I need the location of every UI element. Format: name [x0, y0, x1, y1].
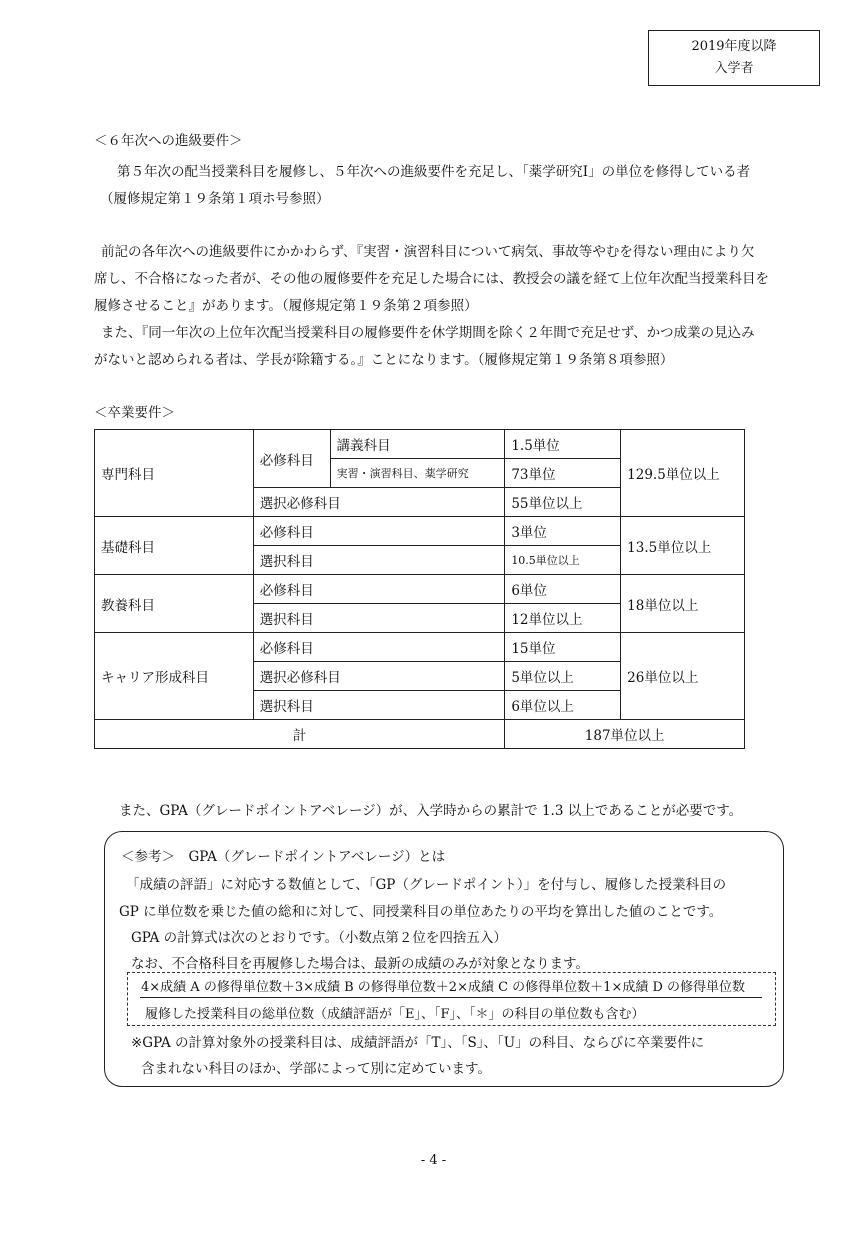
kiso-total: 13.5単位以上: [621, 517, 745, 575]
note-paragraph-1-line-1: 前記の各年次への進級要件にかかわらず、『実習・演習科目について病気、事故等やむを得ない理由により欠: [101, 244, 755, 260]
senmon-hisshu: 必修科目: [253, 430, 330, 488]
graduation-requirements-table: [94, 429, 745, 749]
kyoyo-total: 18単位以上: [621, 575, 745, 633]
career-sentaku-hisshu-units: 5単位以上: [505, 662, 621, 691]
category-career: キャリア形成科目: [95, 633, 254, 720]
page-number: - 4 -: [420, 1153, 447, 1168]
kyoyo-sentaku-units: 12単位以上: [505, 604, 621, 633]
note-paragraph-1-line-3: 履修させること』があります。（履修規定第１９条第２項参照）: [94, 298, 478, 314]
table-row: [95, 517, 745, 546]
senmon-jisshu: 実習・演習科目、薬学研究: [330, 459, 505, 488]
career-hisshu: 必修科目: [253, 633, 505, 662]
gpa-formula-numerator: 4×成績 A の修得単位数＋3×成績 B の修得単位数＋2×成績 C の修得単位数＋1×成績 D の修得単位数: [141, 980, 746, 995]
gpa-fraction-bar: [140, 997, 762, 998]
admission-year-box: [648, 30, 820, 86]
sixth-year-heading: ＜６年次への進級要件＞: [94, 133, 243, 149]
note-paragraph-2-line-2: がないと認められる者は、学長が除籍する。』ことになります。（履修規定第１９条第８項参照）: [94, 352, 674, 368]
reference-line-4: なお、不合格科目を再履修した場合は、最新の成績のみが対象となります。: [131, 956, 589, 972]
senmon-sentaku-hisshu: 選択必修科目: [253, 488, 505, 517]
reference-line-6: 含まれない科目のほか、学部によって別に定めています。: [141, 1061, 491, 1077]
category-kyoyo: 教養科目: [95, 575, 254, 633]
kyoyo-sentaku: 選択科目: [253, 604, 505, 633]
sixth-year-requirement: 第５年次の配当授業科目を履修し、５年次への進級要件を充足し、「薬学研究Ⅰ」の単位を修得している者: [117, 164, 751, 180]
career-total: 26単位以上: [621, 633, 745, 720]
kyoyo-hisshu-units: 6単位: [505, 575, 621, 604]
table-row: [95, 720, 745, 749]
category-kiso: 基礎科目: [95, 517, 254, 575]
gpa-requirement: また、GPA（グレードポイントアベレージ）が、入学時からの累計で 1.3 以上であることが必要です。: [119, 803, 743, 819]
admission-year-label: 2019年度以降: [691, 39, 777, 54]
kiso-hisshu: 必修科目: [253, 517, 505, 546]
table-row: [95, 430, 745, 459]
sixth-year-reference: （履修規定第１９条第１項ホ号参照）: [100, 191, 330, 207]
note-paragraph-1-line-2: 席し、不合格になった者が、その他の履修要件を充足した場合には、教授会の議を経て上位年次配当授業科目を: [94, 271, 769, 287]
senmon-jisshu-units: 73単位: [505, 459, 621, 488]
reference-line-5: ※GPA の計算対象外の授業科目は、成績評語が「T」、「S」、「U」の科目、ならびに卒業要件に: [131, 1035, 705, 1051]
reference-title: ＜参考＞ GPA（グレードポイントアベレージ）とは: [121, 849, 446, 865]
sum-units: 187単位以上: [505, 720, 745, 749]
category-senmon: 専門科目: [95, 430, 254, 517]
career-sentaku-units: 6単位以上: [505, 691, 621, 720]
career-sentaku-hisshu: 選択必修科目: [253, 662, 505, 691]
kiso-hisshu-units: 3単位: [505, 517, 621, 546]
senmon-total: 129.5単位以上: [621, 430, 745, 517]
gpa-formula-denominator: 履修した授業科目の総単位数（成績評語が「E」、「F」、「＊」の科目の単位数も含む）: [145, 1007, 645, 1022]
sum-label: 計: [95, 720, 505, 749]
graduation-heading: ＜卒業要件＞: [94, 405, 175, 421]
kiso-sentaku-units: 10.5単位以上: [505, 546, 621, 575]
admission-target-label: 入学者: [714, 61, 754, 76]
table-row: [95, 575, 745, 604]
senmon-kogi: 講義科目: [330, 430, 505, 459]
senmon-sentaku-hisshu-units: 55単位以上: [505, 488, 621, 517]
senmon-kogi-units: 1.5単位: [505, 430, 621, 459]
note-paragraph-2-line-1: また、『同一年次の上位年次配当授業科目の履修要件を休学期間を除く２年間で充足せず、かつ成業の見込み: [101, 325, 755, 341]
reference-line-3: GPA の計算式は次のとおりです。（小数点第２位を四捨五入）: [131, 930, 507, 946]
kiso-sentaku: 選択科目: [253, 546, 505, 575]
career-hisshu-units: 15単位: [505, 633, 621, 662]
reference-line-2: GP に単位数を乗じた値の総和に対して、同授業科目の単位あたりの平均を算出した値のことです。: [119, 904, 723, 920]
reference-line-1: 「成績の評語」に対応する数値として、「GP（グレードポイント）」を付与し、履修した授業科目の: [126, 877, 727, 893]
table-row: [95, 633, 745, 662]
kyoyo-hisshu: 必修科目: [253, 575, 505, 604]
career-sentaku: 選択科目: [253, 691, 505, 720]
